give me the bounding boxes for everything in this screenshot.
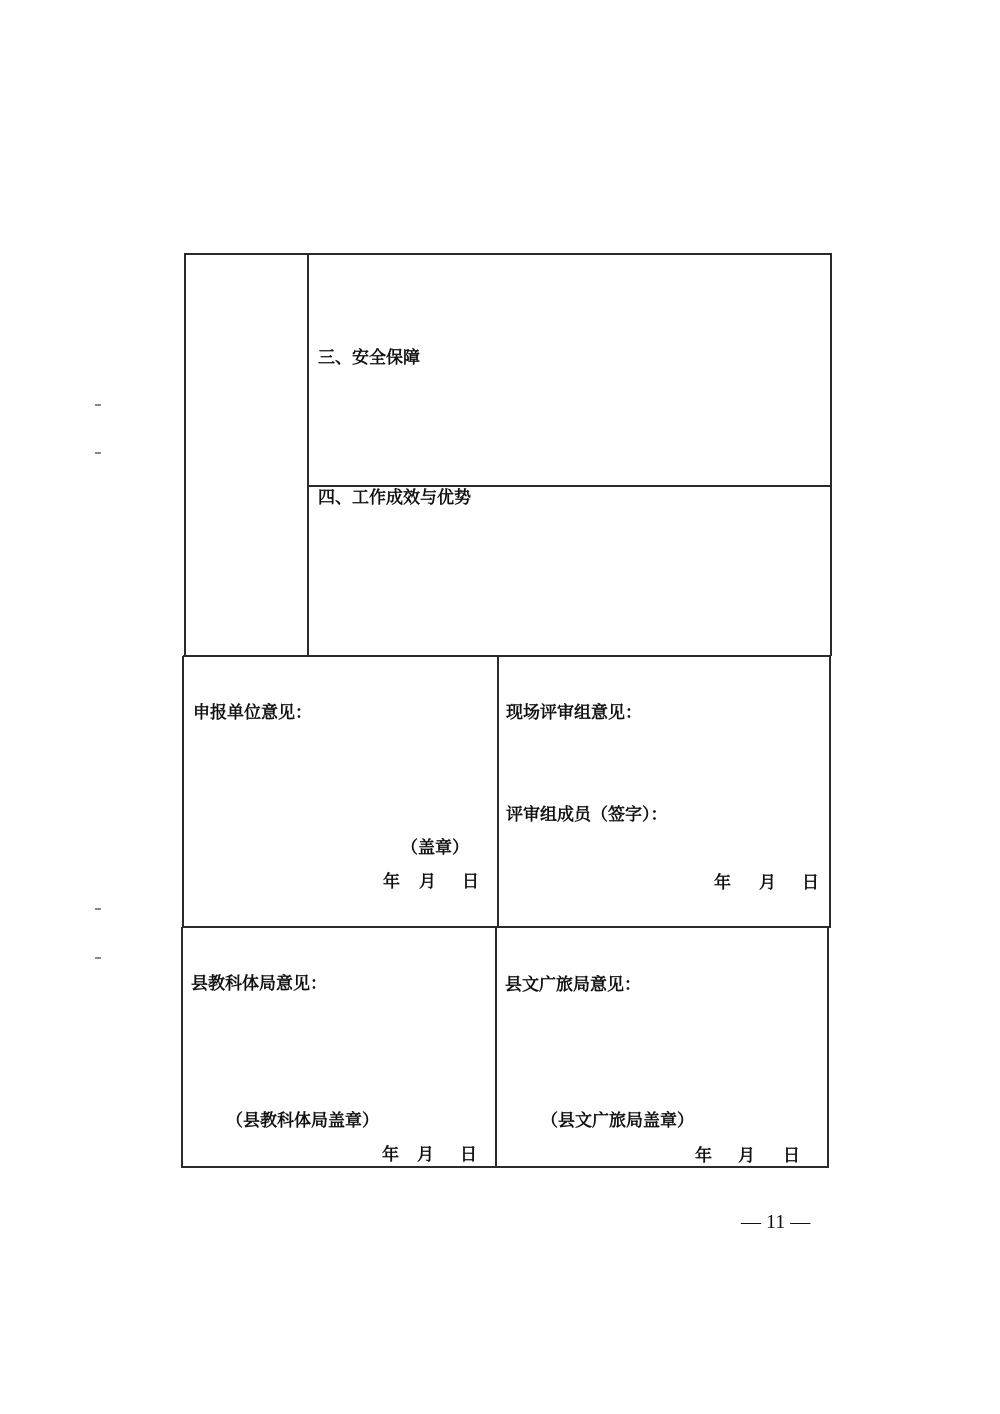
date-month: 月 [417, 1145, 434, 1165]
date-year: 年 [382, 1145, 399, 1165]
table-divider-vertical [495, 927, 497, 1167]
applicant-opinion-label: 申报单位意见： [193, 703, 312, 723]
date-month: 月 [759, 873, 776, 893]
culture-opinion-label: 县文广旅局意见： [505, 975, 641, 995]
applicant-seal-label: （盖章） [401, 838, 469, 858]
table-border-right [827, 927, 829, 1167]
table-border-bottom [181, 1166, 829, 1168]
review-members-label: 评审组成员（签字）： [506, 805, 668, 825]
date-day: 日 [460, 1145, 477, 1165]
table-divider-horizontal [307, 485, 831, 487]
page-number: — 11 — [741, 1211, 811, 1233]
date-year: 年 [383, 872, 400, 892]
table-divider-horizontal [183, 655, 831, 657]
table-border-top [184, 253, 832, 255]
culture-seal-label: （县文广旅局盖章） [541, 1111, 694, 1131]
section-heading-safety: 三、安全保障 [318, 348, 420, 368]
date-year: 年 [714, 873, 731, 893]
date-month: 月 [419, 872, 436, 892]
table-divider-vertical [497, 656, 499, 928]
education-opinion-label: 县教科体局意见： [191, 974, 327, 994]
table-border-right [830, 253, 832, 656]
margin-mark [95, 452, 101, 454]
review-opinion-label: 现场评审组意见： [506, 703, 642, 723]
date-day: 日 [802, 873, 819, 893]
table-divider-horizontal [182, 926, 830, 928]
table-border-left [181, 927, 183, 1167]
margin-mark [95, 908, 101, 910]
table-border-right [829, 656, 831, 928]
table-border-left [182, 656, 184, 928]
table-divider-vertical [307, 253, 309, 656]
table-border-left [184, 253, 186, 656]
margin-mark [95, 957, 101, 959]
date-month: 月 [738, 1146, 755, 1166]
margin-mark [95, 404, 101, 406]
date-day: 日 [462, 872, 479, 892]
date-year: 年 [695, 1146, 712, 1166]
section-heading-results: 四、工作成效与优势 [318, 488, 471, 508]
date-day: 日 [783, 1146, 800, 1166]
education-seal-label: （县教科体局盖章） [226, 1111, 379, 1131]
